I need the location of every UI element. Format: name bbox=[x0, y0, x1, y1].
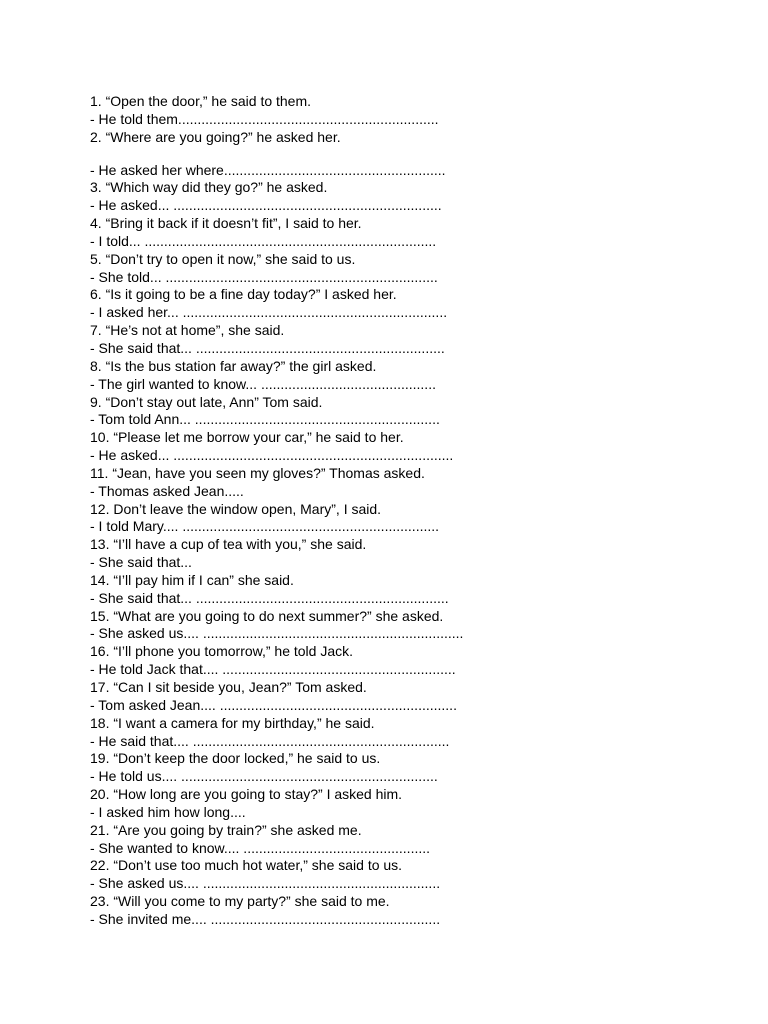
question-9: 9. “Don’t stay out late, Ann” Tom said. bbox=[90, 393, 323, 410]
answer-line-8: - The girl wanted to know... ............................................. bbox=[90, 375, 436, 392]
question-10: 10. “Please let me borrow your car,” he said to her. bbox=[90, 429, 404, 446]
answer-line-6: - I asked her... .................................................................... bbox=[90, 304, 448, 321]
answer-line-17: - Tom asked Jean.... ............................................................. bbox=[90, 696, 457, 713]
answer-line-15: - She asked us.... ................................................................... bbox=[90, 625, 464, 642]
answer-line-22: - She asked us.... ............................................................. bbox=[90, 875, 441, 892]
answer-line-10: - He asked... ........................................................................ bbox=[90, 447, 454, 464]
answer-line-20: - I asked him how long.... bbox=[90, 803, 246, 820]
answer-line-19: - He told us.... .................................................................. bbox=[90, 768, 438, 785]
blank-gap bbox=[90, 147, 750, 162]
question-11: 11. “Jean, have you seen my gloves?” Thomas asked. bbox=[90, 464, 425, 481]
answer-line-21: - She wanted to know.... ................................................ bbox=[90, 839, 431, 856]
answer-line-3: - He asked... ..................................................................... bbox=[90, 197, 442, 214]
question-21: 21. “Are you going by train?” she asked me. bbox=[90, 821, 362, 838]
answer-line-7: - She said that... ................................................................ bbox=[90, 339, 445, 356]
question-4: 4. “Bring it back if it doesn’t fit”, I said to her. bbox=[90, 215, 362, 232]
answer-line-4: - I told... ........................................................................... bbox=[90, 232, 437, 249]
answer-line-12: - I told Mary.... .................................................................. bbox=[90, 518, 440, 535]
question-1: 1. “Open the door,” he said to them. bbox=[90, 93, 312, 109]
question-15: 15. “What are you going to do next summer?” she asked. bbox=[90, 607, 444, 624]
question-19: 19. “Don’t keep the door locked,” he said to us. bbox=[90, 750, 381, 767]
question-22: 22. “Don’t use too much hot water,” she said to us. bbox=[90, 857, 403, 874]
question-16: 16. “I’ll phone you tomorrow,” he told Jack. bbox=[90, 643, 354, 660]
question-18: 18. “I want a camera for my birthday,” he said. bbox=[90, 714, 375, 731]
question-7: 7. “He’s not at home”, she said. bbox=[90, 322, 285, 339]
question-20: 20. “How long are you going to stay?” I asked him. bbox=[90, 786, 403, 803]
question-23: 23. “Will you come to my party?” she said to me. bbox=[90, 893, 390, 910]
question-5: 5. “Don’t try to open it now,” she said to us. bbox=[90, 250, 356, 267]
question-13: 13. “I’ll have a cup of tea with you,” she said. bbox=[90, 536, 367, 553]
question-12: 12. Don’t leave the window open, Mary”, I said. bbox=[90, 500, 382, 517]
question-17: 17. “Can I sit beside you, Jean?” Tom asked. bbox=[90, 679, 367, 695]
answer-line-1: - He told them................................................................... bbox=[90, 110, 439, 127]
answer-line-18: - He said that.... .................................................................. bbox=[90, 732, 450, 749]
question-3: 3. “Which way did they go?” he asked. bbox=[90, 179, 328, 196]
answer-line-9: - Tom told Ann... ............................................................... bbox=[90, 411, 440, 428]
answer-line-2: - He asked her where......................................................... bbox=[90, 161, 446, 178]
worksheet-page bbox=[90, 93, 750, 929]
answer-line-13: - She said that... bbox=[90, 554, 192, 571]
answer-line-14: - She said that... ................................................................. bbox=[90, 589, 449, 606]
answer-line-16: - He told Jack that.... ............................................................ bbox=[90, 661, 456, 678]
question-2: 2. “Where are you going?” he asked her. bbox=[90, 128, 341, 145]
answer-line-5: - She told... ...................................................................... bbox=[90, 268, 438, 285]
answer-line-11: - Thomas asked Jean..... bbox=[90, 482, 244, 499]
question-14: 14. “I’ll pay him if I can” she said. bbox=[90, 571, 294, 588]
answer-line-23: - She invited me.... ........................................................... bbox=[90, 910, 441, 927]
question-8: 8. “Is the bus station far away?” the girl asked. bbox=[90, 357, 377, 374]
question-6: 6. “Is it going to be a fine day today?” I asked her. bbox=[90, 286, 397, 303]
